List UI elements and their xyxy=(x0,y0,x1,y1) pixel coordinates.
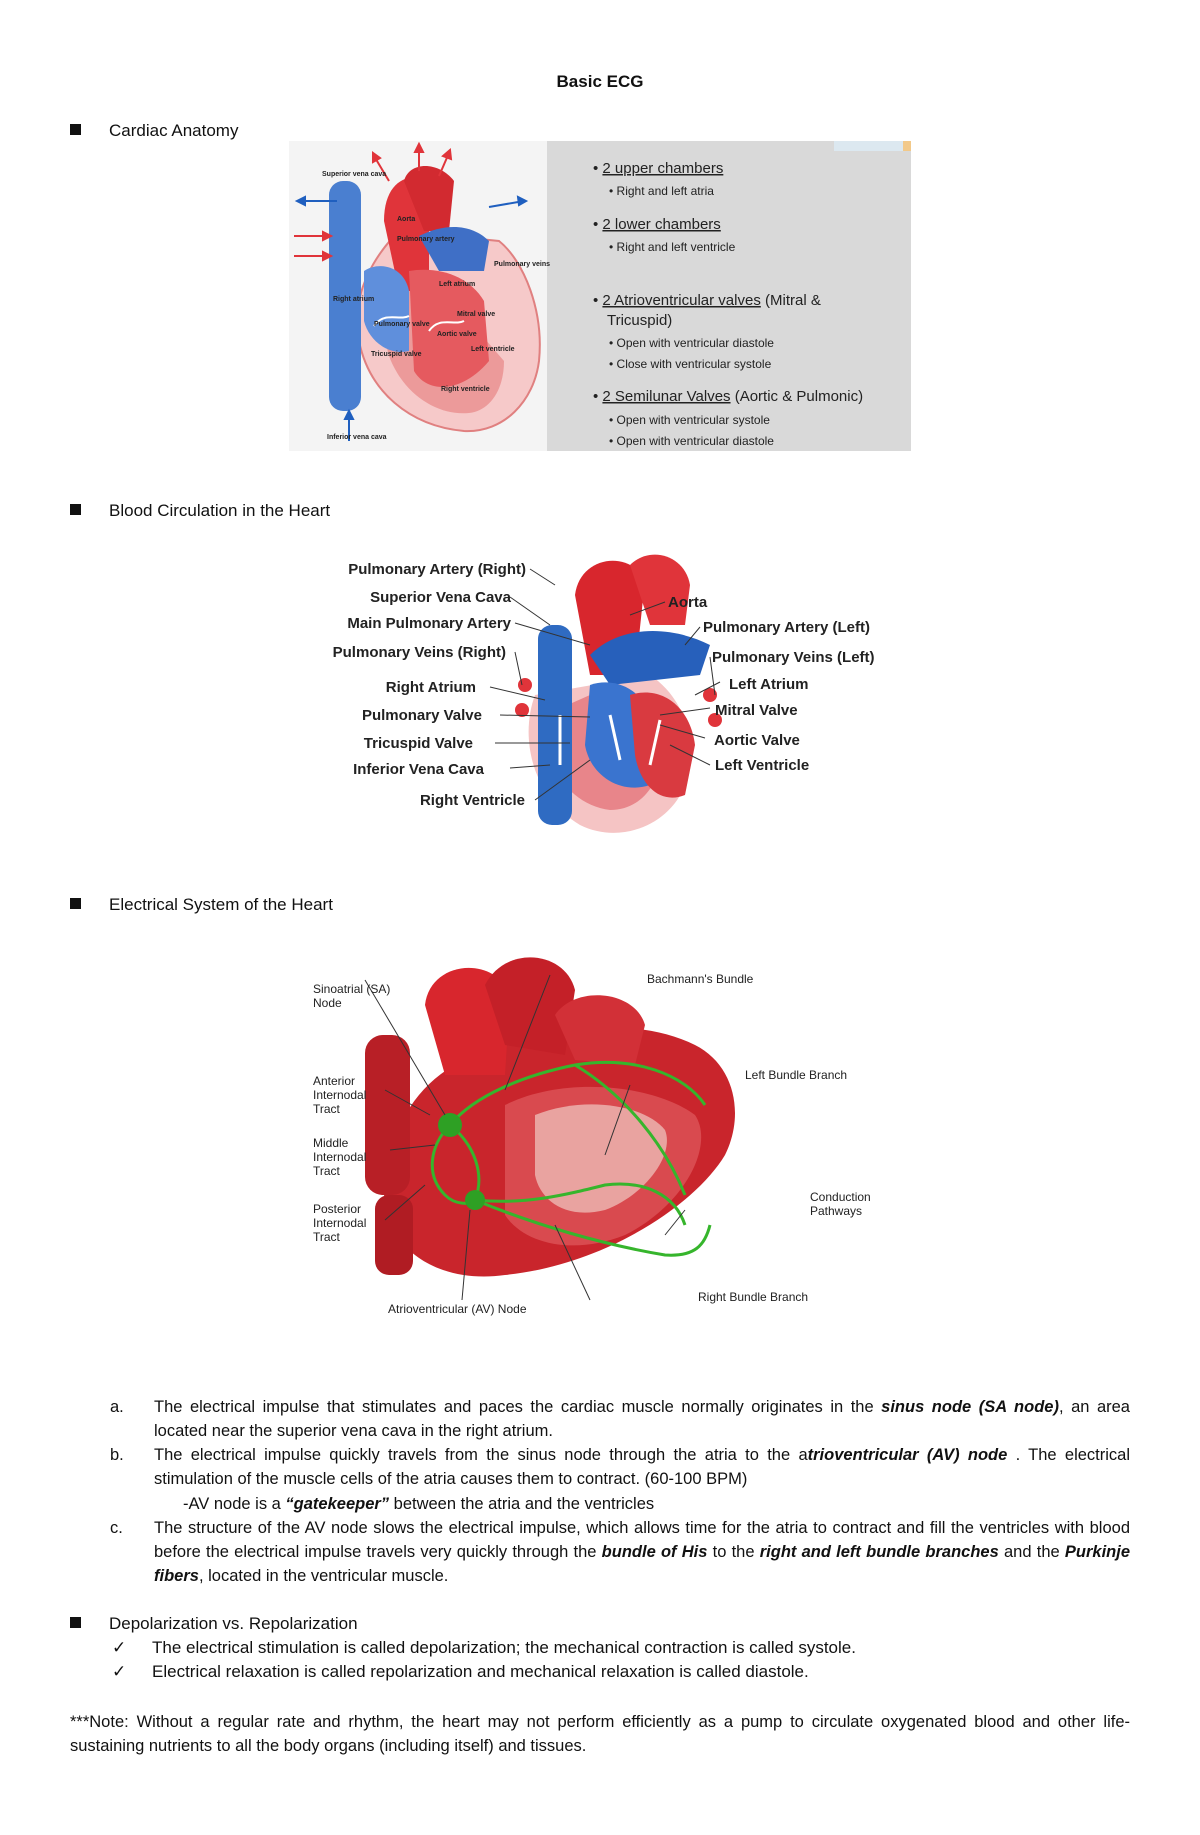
fig1-bullet-upper: 2 upper chambers xyxy=(602,160,724,177)
fig1-label-la: Left atrium xyxy=(439,281,476,288)
term-gatekeeper: “gatekeeper” xyxy=(285,1495,390,1513)
svg-text:• Open with ventricular diast: • Open with ventricular diastole xyxy=(609,336,774,350)
section-cardiac-anatomy xyxy=(70,121,238,141)
fig1-label-aorta: Aorta xyxy=(397,216,416,223)
fig1-label-ra: Right atrium xyxy=(333,296,375,303)
fig1-label-rv: Right ventricle xyxy=(441,386,490,393)
fig1-sub-sl-diastole: Open with ventricular diastole xyxy=(616,434,774,448)
fig1-label-lv: Left ventricle xyxy=(471,346,515,353)
fig3-label-av: Atrioventricular (AV) Node xyxy=(388,1302,527,1316)
section-label: Electrical System of the Heart xyxy=(109,895,333,914)
term-av-node: trioventricular (AV) node xyxy=(807,1446,1008,1464)
text-run: between the atria and the ventricles xyxy=(389,1495,655,1513)
fig3-label-anterior: Anterior xyxy=(313,1074,356,1088)
fig1-bullet-lower: 2 lower chambers xyxy=(602,216,721,233)
fig1-bullet-av-rest: (Mitral & xyxy=(760,292,821,309)
fig2-label-la: Left Atrium xyxy=(729,676,809,693)
check-text: The electrical stimulation is called depolarization; the mechanical contraction is called systole. xyxy=(152,1638,856,1657)
svg-text:• Right and left atria: • Right and left atria xyxy=(609,184,714,198)
list-marker: b. xyxy=(110,1446,124,1464)
fig3-label-conduction: Conduction xyxy=(810,1190,871,1204)
fig1-sub-av-close: Close with ventricular systole xyxy=(616,357,772,371)
svg-text:• 2 upper chambers: • 2 upper chambers xyxy=(593,160,724,177)
page-title: Basic ECG xyxy=(556,72,644,91)
heart-circulation-diagram xyxy=(290,545,920,850)
term-bundle-branches: right and left bundle branches xyxy=(759,1543,999,1561)
fig1-bullet-av-cont: Tricuspid) xyxy=(607,312,673,329)
fig1-label-pa: Pulmonary artery xyxy=(397,236,455,243)
fig1-sub-atria: Right and left atria xyxy=(616,184,714,198)
section-label: Blood Circulation in the Heart xyxy=(109,501,331,520)
list-marker: a. xyxy=(110,1398,124,1416)
fig1-label-mitral: Mitral valve xyxy=(457,311,496,318)
checkmark-icon: ✓ xyxy=(112,1638,127,1657)
fig3-label-sa-node: Node xyxy=(313,996,342,1010)
fig1-bullet-semilunar-rest: (Aortic & Pulmonic) xyxy=(730,388,864,405)
list-item-a xyxy=(110,1395,1130,1443)
fig2-label-ra: Right Atrium xyxy=(385,679,476,696)
fig2-label-svc: Superior Vena Cava xyxy=(370,589,511,606)
bullet-icon xyxy=(70,1617,81,1628)
fig1-sub-sl-open: Open with ventricular systole xyxy=(616,413,770,427)
fig1-bullet-semilunar: 2 Semilunar Valves xyxy=(602,388,731,405)
term-sa-node: sinus node (SA node) xyxy=(881,1398,1059,1416)
term-bundle-of-his: bundle of His xyxy=(601,1543,708,1561)
fig1-label-aorticvalve: Aortic valve xyxy=(437,331,477,338)
svg-text:• Open with ventricular systo: • Open with ventricular systole xyxy=(609,413,770,427)
section-electrical-system xyxy=(70,895,333,915)
fig1-bullet-av: 2 Atrioventricular valves xyxy=(602,292,761,309)
svg-text:• Close with ventricular syst: • Close with ventricular systole xyxy=(609,357,772,371)
bullet-icon xyxy=(70,898,81,909)
fig3-label-anterior-3: Tract xyxy=(313,1102,340,1116)
fig2-label-pa-right: Pulmonary Artery (Right) xyxy=(348,561,526,578)
fig1-label-pulmvalve: Pulmonary valve xyxy=(374,321,430,328)
fig2-label-lv: Left Ventricle xyxy=(715,757,810,774)
heart-conduction-diagram xyxy=(305,945,905,1370)
fig3-label-pathways: Pathways xyxy=(810,1204,863,1218)
term-purkinje: Purkinje fibers xyxy=(154,1543,1130,1585)
bullet-icon xyxy=(70,504,81,515)
svg-text:• Open with ventricular diast: • Open with ventricular diastole xyxy=(609,434,774,448)
electrical-system-figure xyxy=(305,945,905,1370)
check-text: Electrical relaxation is called repolarization and mechanical relaxation is called diastole. xyxy=(152,1662,809,1681)
text-run: to the xyxy=(707,1543,760,1561)
text-run: , an area located near the superior vena cava in the right atrium. xyxy=(154,1398,1130,1440)
fig2-label-aorta: Aorta xyxy=(668,594,708,611)
text-run: The electrical impulse quickly travels from the sinus node through the atria to the a xyxy=(154,1446,808,1464)
list-item-c xyxy=(110,1516,1130,1588)
fig2-label-mitral: Mitral Valve xyxy=(715,702,798,719)
fig3-label-sa: Sinoatrial (SA) xyxy=(313,982,391,996)
fig2-label-aortic: Aortic Valve xyxy=(714,732,800,749)
fig1-label-pv: Pulmonary veins xyxy=(494,261,551,268)
text-run: , located in the ventricular muscle. xyxy=(198,1567,449,1585)
section-label: Depolarization vs. Repolarization xyxy=(109,1614,358,1633)
fig3-label-bachmann: Bachmann's Bundle xyxy=(647,972,754,986)
fig1-label-ivc: Inferior vena cava xyxy=(327,434,387,441)
list-item-b-note xyxy=(183,1492,1083,1516)
fig2-label-pulm-valve: Pulmonary Valve xyxy=(361,707,482,724)
section-blood-circulation xyxy=(70,501,330,521)
text-run: . The electrical stimulation of the muscle cells of the atria causes them to contract. (60-100 BPM) xyxy=(154,1446,1131,1488)
fig2-label-pv-left: Pulmonary Veins (Left) xyxy=(712,649,875,666)
fig3-label-lbb: Left Bundle Branch xyxy=(745,1068,848,1082)
fig1-sub-av-open: Open with ventricular diastole xyxy=(616,336,774,350)
checkmark-icon: ✓ xyxy=(112,1662,127,1681)
svg-text:• 2 lower chambers: • 2 lower chambers xyxy=(593,216,721,233)
section-label: Cardiac Anatomy xyxy=(109,121,239,140)
fig3-label-posterior-3: Tract xyxy=(313,1230,340,1244)
fig3-label-anterior-2: Internodal xyxy=(313,1088,367,1102)
fig3-label-posterior-2: Internodal xyxy=(313,1216,367,1230)
fig2-label-main-pa: Main Pulmonary Artery xyxy=(347,615,511,632)
fig1-label-tricuspid: Tricuspid valve xyxy=(371,351,422,358)
note-paragraph: ***Note: Without a regular rate and rhythm, the heart may not perform efficiently as a pump to circulate oxygenated blood and other life-sustaining nutrients to all the body organs (including itself) and tissues. xyxy=(70,1713,1130,1755)
text-run: The electrical impulse that stimulates and paces the cardiac muscle normally originates in the xyxy=(154,1398,882,1416)
fig1-label-svc: Superior vena cava xyxy=(322,171,387,178)
cardiac-anatomy-figure xyxy=(289,141,911,451)
blood-circulation-figure xyxy=(290,545,920,850)
fig3-label-posterior: Posterior xyxy=(313,1202,362,1216)
text-run: -AV node is a xyxy=(183,1495,286,1513)
bullet-icon xyxy=(70,124,81,135)
fig2-label-tricuspid: Tricuspid Valve xyxy=(363,735,473,752)
svg-text:• Right and left ventricle: • Right and left ventricle xyxy=(609,240,736,254)
list-marker: c. xyxy=(110,1519,123,1537)
fig3-label-rbb: Right Bundle Branch xyxy=(698,1290,809,1304)
heart-anatomy-diagram xyxy=(289,141,911,451)
fig2-label-pa-left: Pulmonary Artery (Left) xyxy=(703,619,870,636)
fig3-label-middle: Middle xyxy=(313,1136,349,1150)
check-item xyxy=(112,1662,1112,1682)
section-depolarization xyxy=(70,1614,358,1634)
fig2-label-ivc: Inferior Vena Cava xyxy=(353,761,484,778)
list-item-b xyxy=(110,1443,1131,1491)
text-run: and the xyxy=(998,1543,1065,1561)
fig1-sub-ventricle: Right and left ventricle xyxy=(616,240,736,254)
fig2-label-rv: Right Ventricle xyxy=(419,792,525,809)
check-item xyxy=(112,1638,1112,1658)
text-run: The structure of the AV node slows the electrical impulse, which allows time for the atria to contract and fill the ventricles with blood before the electrical impulse travels very quickly through the xyxy=(154,1519,1130,1561)
fig3-label-middle-3: Tract xyxy=(313,1164,340,1178)
svg-text:• 2 Atrioventricular valves (: • 2 Atrioventricular valves (Mitral & xyxy=(593,292,821,309)
svg-text:• 2 Semilunar Valves (Aortic: • 2 Semilunar Valves (Aortic & Pulmonic) xyxy=(593,388,864,405)
fig3-label-middle-2: Internodal xyxy=(313,1150,367,1164)
fig2-label-pv-right: Pulmonary Veins (Right) xyxy=(332,644,506,661)
